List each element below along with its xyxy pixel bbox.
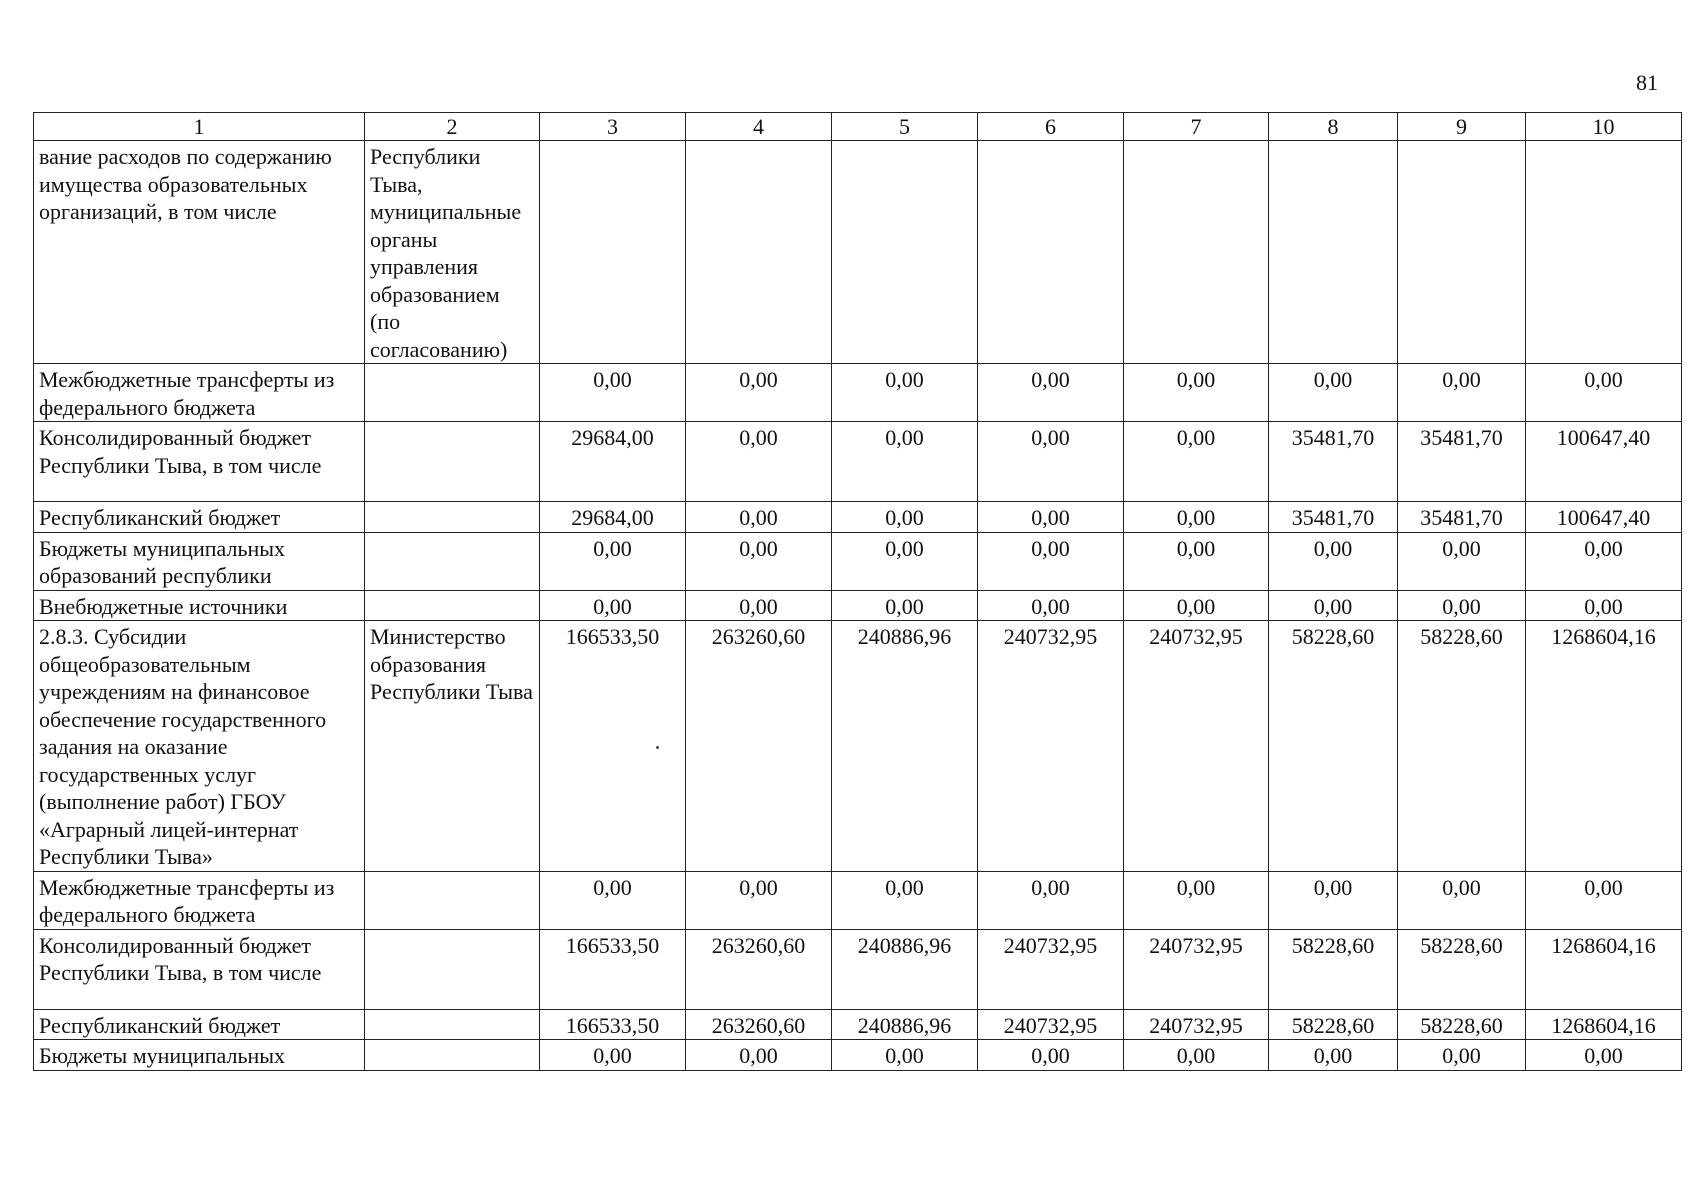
- value-cell: 1268604,16: [1526, 621, 1682, 872]
- table-row: [34, 532, 1682, 590]
- value-cell: 0,00: [1526, 1040, 1682, 1071]
- row-executor-cell: [365, 364, 540, 422]
- value-cell: 0,00: [832, 422, 978, 502]
- row-executor-cell: [365, 1009, 540, 1040]
- row-name-cell: Межбюджетные трансферты из федерального бюджета: [34, 871, 365, 929]
- value-cell: 58228,60: [1398, 929, 1526, 1009]
- value-cell: 0,00: [832, 364, 978, 422]
- table-row: [34, 1040, 1682, 1071]
- value-cell: 240886,96: [832, 621, 978, 872]
- table-row: [34, 364, 1682, 422]
- value-cell: 0,00: [978, 502, 1124, 533]
- value-cell: 0,00: [1269, 590, 1398, 621]
- value-cell: 0,00: [1269, 532, 1398, 590]
- row-name-cell: 2.8.3. Субсидии общеобразовательным учреждениям на финансовое обеспечение государственного задания на оказание государственных услуг (выполнение работ) ГБОУ «Аграрный лицей-интернат Республики Тыва»: [34, 621, 365, 872]
- value-cell: 0,00: [686, 532, 832, 590]
- value-cell: 0,00: [1269, 364, 1398, 422]
- value-cell: 0,00: [1124, 590, 1269, 621]
- column-header: 1: [34, 113, 365, 141]
- value-cell: 0,00: [1269, 871, 1398, 929]
- value-cell: 0,00: [686, 871, 832, 929]
- value-cell: 0,00: [1124, 532, 1269, 590]
- value-cell: 58228,60: [1269, 929, 1398, 1009]
- value-cell: 1268604,16: [1526, 929, 1682, 1009]
- value-cell: [1398, 141, 1526, 364]
- value-cell: 166533,50: [540, 929, 686, 1009]
- value-cell: 0,00: [686, 590, 832, 621]
- value-cell: 0,00: [832, 532, 978, 590]
- value-cell: 58228,60: [1398, 1009, 1526, 1040]
- row-executor-cell: [365, 1040, 540, 1071]
- value-cell: 35481,70: [1269, 502, 1398, 533]
- table-row: [34, 502, 1682, 533]
- value-cell: [540, 141, 686, 364]
- row-executor-cell: [365, 502, 540, 533]
- value-cell: 58228,60: [1269, 1009, 1398, 1040]
- value-cell: 240886,96: [832, 1009, 978, 1040]
- row-executor-cell: Министерство образования Республики Тыва: [365, 621, 540, 872]
- value-cell: [978, 141, 1124, 364]
- value-cell: [1526, 141, 1682, 364]
- value-cell: 0,00: [686, 1040, 832, 1071]
- value-cell: 0,00: [1526, 532, 1682, 590]
- value-cell: 0,00: [1526, 590, 1682, 621]
- header-row: [34, 113, 1682, 141]
- value-cell: 35481,70: [1398, 422, 1526, 502]
- value-cell: 100647,40: [1526, 502, 1682, 533]
- value-cell: 35481,70: [1269, 422, 1398, 502]
- value-cell: 0,00: [1124, 364, 1269, 422]
- table-row: [34, 141, 1682, 364]
- row-name-cell: Внебюджетные источники: [34, 590, 365, 621]
- value-cell: [686, 141, 832, 364]
- row-executor-cell: [365, 929, 540, 1009]
- value-cell: 0,00: [1124, 502, 1269, 533]
- table-row: [34, 1009, 1682, 1040]
- table-row: [34, 621, 1682, 872]
- row-executor-cell: [365, 422, 540, 502]
- value-cell: 0,00: [978, 871, 1124, 929]
- budget-table: [33, 112, 1682, 1071]
- value-cell: 0,00: [540, 1040, 686, 1071]
- value-cell: 0,00: [832, 1040, 978, 1071]
- row-executor-cell: [365, 590, 540, 621]
- column-header: 8: [1269, 113, 1398, 141]
- value-cell: 240732,95: [1124, 621, 1269, 872]
- value-cell: 0,00: [832, 871, 978, 929]
- scan-speck: [656, 746, 659, 749]
- value-cell: 0,00: [1398, 364, 1526, 422]
- row-executor-cell: Республики Тыва, муниципальные органы управления образованием (по согласованию): [365, 141, 540, 364]
- value-cell: 0,00: [686, 422, 832, 502]
- table-row: [34, 590, 1682, 621]
- value-cell: 100647,40: [1526, 422, 1682, 502]
- value-cell: 166533,50: [540, 621, 686, 872]
- value-cell: 0,00: [978, 364, 1124, 422]
- value-cell: 0,00: [540, 590, 686, 621]
- value-cell: 0,00: [978, 590, 1124, 621]
- value-cell: 0,00: [540, 532, 686, 590]
- value-cell: 0,00: [978, 422, 1124, 502]
- value-cell: 0,00: [686, 364, 832, 422]
- row-name-cell: Консолидированный бюджет Республики Тыва, в том числе: [34, 422, 365, 502]
- column-header: 2: [365, 113, 540, 141]
- value-cell: 0,00: [540, 871, 686, 929]
- value-cell: 58228,60: [1398, 621, 1526, 872]
- row-name-cell: Бюджеты муниципальных образований республики: [34, 532, 365, 590]
- row-name-cell: Бюджеты муниципальных: [34, 1040, 365, 1071]
- value-cell: 240886,96: [832, 929, 978, 1009]
- value-cell: 0,00: [1124, 422, 1269, 502]
- value-cell: 1268604,16: [1526, 1009, 1682, 1040]
- value-cell: 29684,00: [540, 502, 686, 533]
- value-cell: 0,00: [1526, 871, 1682, 929]
- column-header: 9: [1398, 113, 1526, 141]
- row-name-cell: вание расходов по содержанию имущества образовательных организаций, в том числе: [34, 141, 365, 364]
- value-cell: 0,00: [1269, 1040, 1398, 1071]
- row-executor-cell: [365, 871, 540, 929]
- value-cell: 0,00: [1398, 871, 1526, 929]
- value-cell: 240732,95: [1124, 929, 1269, 1009]
- value-cell: 240732,95: [1124, 1009, 1269, 1040]
- row-name-cell: Республиканский бюджет: [34, 502, 365, 533]
- table-body: [34, 141, 1682, 1071]
- value-cell: 240732,95: [978, 929, 1124, 1009]
- value-cell: 263260,60: [686, 1009, 832, 1040]
- value-cell: 240732,95: [978, 1009, 1124, 1040]
- value-cell: 35481,70: [1398, 502, 1526, 533]
- value-cell: 58228,60: [1269, 621, 1398, 872]
- value-cell: 263260,60: [686, 929, 832, 1009]
- page-number: 81: [1636, 70, 1658, 95]
- value-cell: 0,00: [1526, 364, 1682, 422]
- value-cell: 0,00: [686, 502, 832, 533]
- row-name-cell: Республиканский бюджет: [34, 1009, 365, 1040]
- value-cell: 0,00: [832, 502, 978, 533]
- value-cell: 263260,60: [686, 621, 832, 872]
- column-header: 3: [540, 113, 686, 141]
- value-cell: 240732,95: [978, 621, 1124, 872]
- value-cell: 0,00: [1124, 1040, 1269, 1071]
- value-cell: [1269, 141, 1398, 364]
- column-header: 10: [1526, 113, 1682, 141]
- value-cell: 0,00: [1398, 590, 1526, 621]
- column-header: 7: [1124, 113, 1269, 141]
- value-cell: 0,00: [832, 590, 978, 621]
- value-cell: 0,00: [1124, 871, 1269, 929]
- column-header: 6: [978, 113, 1124, 141]
- row-name-cell: Межбюджетные трансферты из федерального бюджета: [34, 364, 365, 422]
- column-header: 5: [832, 113, 978, 141]
- value-cell: [1124, 141, 1269, 364]
- table-row: [34, 871, 1682, 929]
- value-cell: 0,00: [978, 1040, 1124, 1071]
- column-header: 4: [686, 113, 832, 141]
- value-cell: 0,00: [1398, 532, 1526, 590]
- value-cell: 29684,00: [540, 422, 686, 502]
- value-cell: 166533,50: [540, 1009, 686, 1040]
- table-row: [34, 422, 1682, 502]
- value-cell: 0,00: [1398, 1040, 1526, 1071]
- row-executor-cell: [365, 532, 540, 590]
- row-name-cell: Консолидированный бюджет Республики Тыва, в том числе: [34, 929, 365, 1009]
- table-row: [34, 929, 1682, 1009]
- value-cell: [832, 141, 978, 364]
- value-cell: 0,00: [540, 364, 686, 422]
- value-cell: 0,00: [978, 532, 1124, 590]
